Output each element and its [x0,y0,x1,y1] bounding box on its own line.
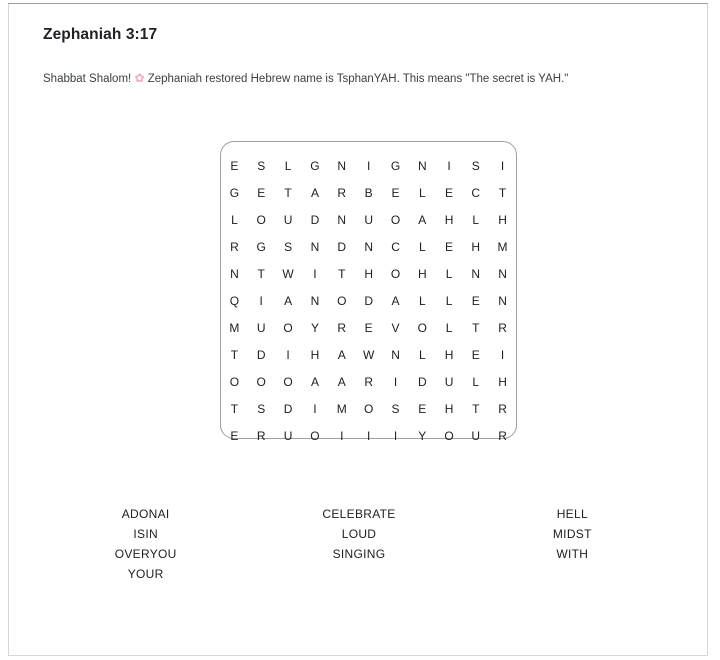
puzzle-cell[interactable]: N [310,239,320,254]
puzzle-cell[interactable]: G [310,158,320,173]
puzzle-cell[interactable]: S [257,401,266,416]
puzzle-cell[interactable]: N [417,158,427,173]
puzzle-cell[interactable]: I [286,347,290,362]
puzzle-cell[interactable]: O [256,374,266,389]
puzzle-cell[interactable]: I [500,158,505,173]
puzzle-cell[interactable]: N [498,293,507,308]
puzzle-cell[interactable]: R [256,428,266,443]
puzzle-cell[interactable]: R [364,374,373,389]
word-search-grid [220,141,517,443]
puzzle-cell[interactable]: M [229,320,240,335]
puzzle-row [221,179,516,206]
puzzle-cell[interactable]: L [418,239,426,254]
puzzle-cell[interactable]: U [364,212,373,227]
puzzle-cell[interactable]: N [364,239,373,254]
puzzle-row [221,395,516,422]
puzzle-cell[interactable]: N [391,347,400,362]
list-item: MIDST [552,527,592,541]
puzzle-cell[interactable]: L [418,293,426,308]
puzzle-cell[interactable]: R [230,239,239,254]
puzzle-cell[interactable]: T [498,185,507,200]
puzzle-cell[interactable]: S [391,401,400,416]
puzzle-cell[interactable]: T [472,401,480,416]
puzzle-row [221,314,516,341]
puzzle-cell[interactable]: D [256,347,266,362]
puzzle-cell[interactable]: I [500,347,505,362]
puzzle-cell[interactable]: E [445,185,454,200]
puzzle-cell[interactable]: E [230,158,239,173]
puzzle-cell[interactable]: O [283,320,293,335]
puzzle-cell[interactable]: C [391,239,400,254]
document-subtitle [43,70,677,87]
puzzle-cell[interactable]: S [284,239,293,254]
puzzle-cell[interactable]: C [471,185,481,200]
puzzle-cell[interactable]: A [310,374,319,389]
puzzle-cell[interactable]: E [418,401,427,416]
puzzle-cell[interactable]: M [336,401,347,416]
puzzle-cell[interactable]: O [229,374,240,389]
page-title: Zephaniah 3:17 [43,26,158,43]
word-column-2 [252,504,465,584]
puzzle-cell[interactable]: H [310,347,320,362]
puzzle-cell[interactable]: Y [310,320,319,335]
list-item: OVERYOU [114,547,177,561]
puzzle-cell[interactable]: O [444,428,454,443]
subtitle-rest: Zephaniah restored Hebrew name is TsphanYAH. This means "The secret is YAH." [147,73,569,85]
puzzle-cell[interactable]: L [445,293,453,308]
puzzle-cell[interactable]: L [418,185,426,200]
puzzle-cell[interactable]: U [444,374,454,389]
puzzle-cell[interactable]: N [337,212,347,227]
list-item: LOUD [341,527,377,541]
puzzle-cell[interactable]: O [256,212,266,227]
puzzle-cell[interactable]: N [337,158,347,173]
puzzle-cell[interactable]: O [310,428,320,443]
puzzle-cell[interactable]: V [391,320,400,335]
puzzle-row [221,206,516,233]
document-page [8,4,708,656]
puzzle-cell[interactable]: T [472,320,480,335]
puzzle-cell[interactable]: O [363,401,374,416]
puzzle-cell[interactable]: I [313,266,317,281]
puzzle-cell[interactable]: L [284,158,292,173]
puzzle-cell[interactable]: R [498,320,507,335]
puzzle-cell[interactable]: I [366,158,371,173]
blossom-icon: ✿ [134,71,145,85]
puzzle-cell[interactable]: E [391,185,400,200]
puzzle-cell[interactable]: T [230,401,239,416]
puzzle-cell[interactable]: R [337,185,347,200]
puzzle-cell[interactable]: U [283,212,293,227]
puzzle-cell[interactable]: T [338,266,346,281]
puzzle-cell[interactable]: N [310,293,320,308]
puzzle-cell[interactable]: O [417,320,427,335]
puzzle-cell[interactable]: O [390,212,401,227]
puzzle-cell[interactable]: A [284,293,293,308]
puzzle-cell[interactable]: I [393,428,398,443]
list-item: ADONAI [121,507,170,521]
puzzle-cell[interactable]: H [444,212,454,227]
word-column-1 [39,504,252,584]
puzzle-cell[interactable]: Q [229,293,240,308]
puzzle-table [221,152,516,449]
puzzle-cell[interactable]: U [256,320,266,335]
puzzle-cell[interactable]: R [498,428,507,443]
puzzle-cell[interactable]: H [498,212,507,227]
puzzle-cell[interactable]: L [472,374,480,389]
list-item: WITH [556,547,589,561]
puzzle-cell[interactable]: N [498,266,507,281]
list-item: ISIN [133,527,158,541]
puzzle-cell[interactable]: E [471,293,480,308]
subtitle-prefix: Shabbat Shalom! [43,73,132,85]
puzzle-cell[interactable]: W [282,266,294,281]
puzzle-cell[interactable]: H [444,347,454,362]
puzzle-row [221,152,516,179]
puzzle-cell[interactable]: W [362,347,375,362]
puzzle-cell[interactable]: E [257,185,266,200]
puzzle-cell[interactable]: H [471,239,481,254]
puzzle-cell[interactable]: D [310,212,320,227]
puzzle-cell[interactable]: L [445,320,453,335]
document-content [9,4,707,655]
puzzle-cell[interactable]: E [230,428,239,443]
puzzle-cell[interactable]: A [310,185,319,200]
puzzle-cell[interactable]: G [390,158,401,173]
list-item: YOUR [127,567,164,581]
list-item: CELEBRATE [322,507,396,521]
puzzle-cell[interactable]: I [447,158,451,173]
puzzle-cell[interactable]: H [364,266,373,281]
puzzle-cell[interactable]: A [391,293,400,308]
list-item: HELL [556,507,588,521]
puzzle-cell[interactable]: L [445,266,453,281]
puzzle-cell[interactable]: L [418,347,426,362]
puzzle-cell[interactable]: G [229,185,240,200]
puzzle-cell[interactable]: R [337,320,347,335]
puzzle-cell[interactable]: N [230,266,239,281]
puzzle-cell[interactable]: D [364,293,373,308]
word-list [39,504,679,584]
puzzle-cell[interactable]: O [283,374,293,389]
puzzle-cell[interactable]: A [418,212,427,227]
puzzle-cell[interactable]: H [498,374,507,389]
puzzle-cell[interactable]: I [340,428,344,443]
puzzle-cell[interactable]: E [364,320,373,335]
puzzle-cell[interactable]: E [471,347,480,362]
puzzle-row [221,287,516,314]
puzzle-cell[interactable]: H [444,401,454,416]
puzzle-cell[interactable]: L [231,212,238,227]
puzzle-row [221,233,516,260]
puzzle-cell[interactable]: O [337,293,347,308]
puzzle-cell[interactable]: I [393,374,398,389]
puzzle-cell[interactable]: I [313,401,317,416]
puzzle-cell[interactable]: M [497,239,508,254]
puzzle-cell[interactable]: N [471,266,481,281]
puzzle-cell[interactable]: I [366,428,371,443]
puzzle-cell[interactable]: L [472,212,480,227]
puzzle-cell[interactable]: R [498,401,507,416]
puzzle-cell[interactable]: G [256,239,266,254]
puzzle-cell[interactable]: T [284,185,292,200]
puzzle-cell[interactable]: B [364,185,373,200]
puzzle-cell[interactable]: H [417,266,427,281]
puzzle-cell[interactable]: Y [418,428,427,443]
puzzle-cell[interactable]: U [471,428,481,443]
puzzle-cell[interactable]: T [257,266,265,281]
puzzle-cell[interactable]: S [257,158,266,173]
list-item: SINGING [332,547,386,561]
puzzle-cell[interactable]: U [283,428,293,443]
puzzle-cell[interactable]: I [259,293,263,308]
puzzle-cell[interactable]: O [390,266,401,281]
puzzle-cell[interactable]: T [230,347,239,362]
puzzle-cell[interactable]: S [471,158,480,173]
puzzle-row [221,422,516,449]
puzzle-cell[interactable]: D [283,401,293,416]
puzzle-row [221,341,516,368]
puzzle-row [221,368,516,395]
puzzle-cell[interactable]: A [337,374,346,389]
puzzle-cell[interactable]: D [337,239,347,254]
puzzle-cell[interactable]: D [417,374,427,389]
puzzle-row [221,260,516,287]
word-column-3 [466,504,679,584]
puzzle-cell[interactable]: A [337,347,346,362]
puzzle-cell[interactable]: E [445,239,454,254]
